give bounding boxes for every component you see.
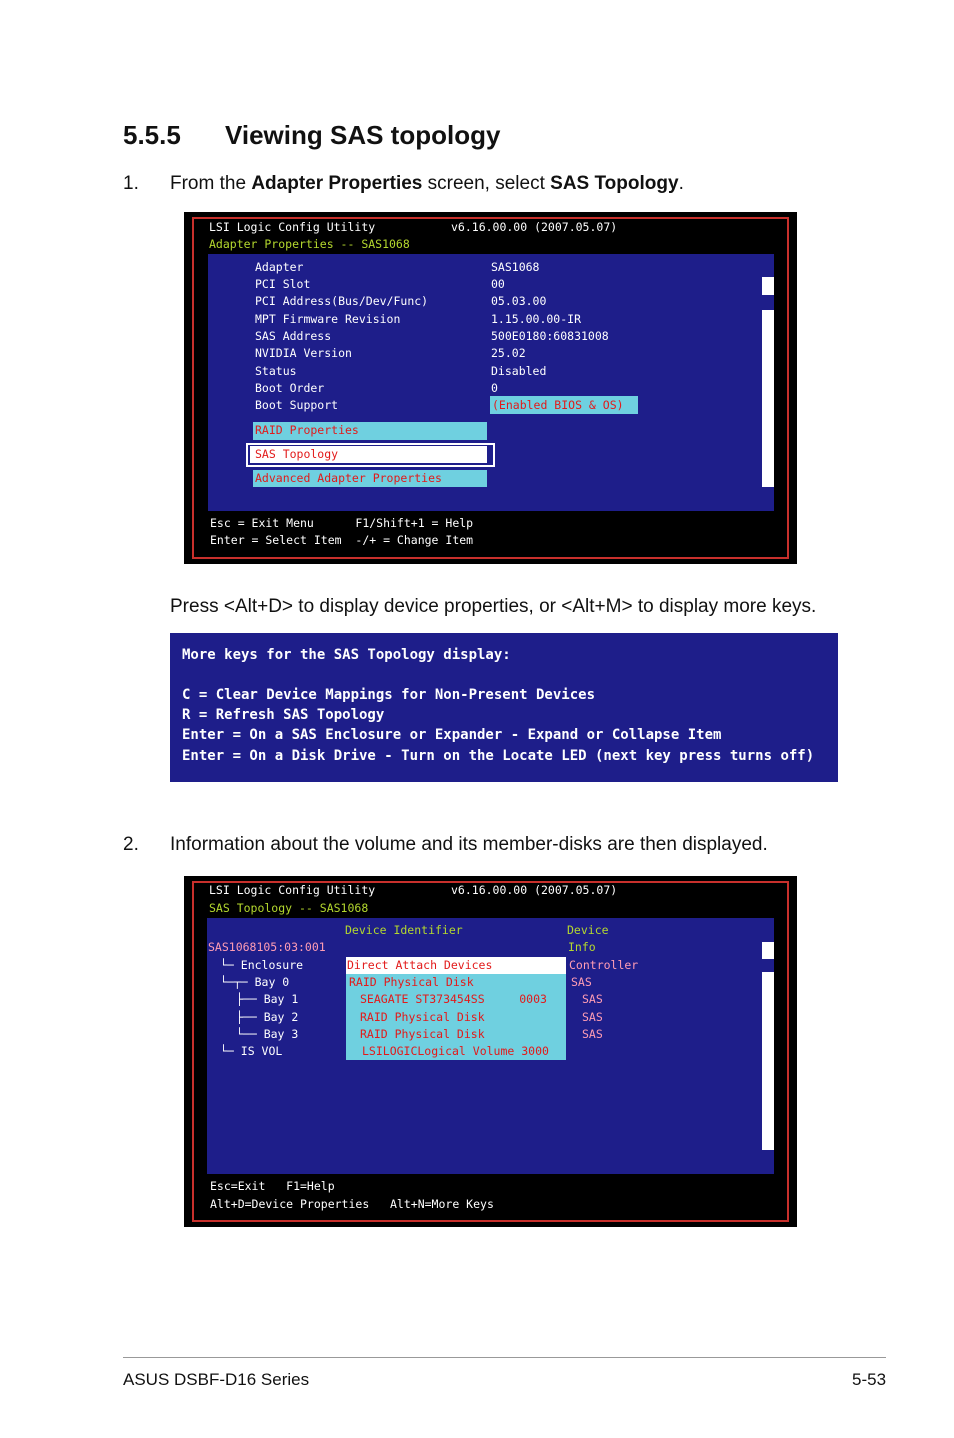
tree-bay-3[interactable]: └── Bay 3 — [236, 1027, 299, 1041]
prop-value: 00 — [491, 277, 505, 291]
help-line-2: Alt+D=Device Properties Alt+N=More Keys — [210, 1197, 494, 1211]
identifier-cell: RAID Physical Disk — [349, 975, 474, 989]
prop-label: PCI Slot — [255, 277, 311, 291]
identifier-cell: SEAGATE ST373454SS 0003 — [360, 992, 547, 1006]
step-1-number: 1. — [123, 173, 139, 194]
topology-root[interactable]: SAS1068105:03:001 — [208, 940, 326, 954]
more-keys-line: R = Refresh SAS Topology — [182, 707, 385, 723]
column-device-identifier: Device Identifier — [345, 923, 463, 937]
more-keys-line: More keys for the SAS Topology display: — [182, 647, 511, 663]
identifier-cell: Direct Attach Devices — [347, 958, 493, 972]
prop-value: 500E0180:60831008 — [491, 329, 609, 343]
prop-value: 05.03.00 — [491, 294, 547, 308]
scrollbar-track[interactable] — [762, 310, 774, 487]
prop-label: Boot Support — [255, 398, 339, 412]
prop-value: 25.02 — [491, 346, 526, 360]
scrollbar-track[interactable] — [762, 972, 774, 1150]
identifier-cell: LSILOGICLogical Volume 3000 — [362, 1044, 549, 1058]
sas-topology-screen — [184, 876, 797, 1227]
more-keys-line: Enter = On a Disk Drive - Turn on the Locate LED (next key press turns off) — [182, 748, 815, 764]
menu-item-label: Advanced Adapter Properties — [255, 471, 442, 485]
tree-bay-2[interactable]: ├── Bay 2 — [236, 1010, 299, 1024]
prop-value: SAS1068 — [491, 260, 540, 274]
footer-page-number: 5-53 — [852, 1370, 887, 1389]
tree-enclosure[interactable]: └─ Enclosure — [220, 958, 304, 972]
info-cell: SAS — [582, 1027, 603, 1041]
prop-label: MPT Firmware Revision — [255, 312, 401, 326]
adapter-properties-screen — [184, 212, 797, 564]
info-cell: Controller — [569, 958, 639, 972]
menu-item-label: SAS Topology — [255, 447, 339, 461]
utility-title: LSI Logic Config Utility — [209, 220, 376, 234]
utility-version: v6.16.00.00 (2007.05.07) — [451, 220, 618, 234]
step-2-text: Information about the volume and its member-disks are then displayed. — [170, 834, 768, 855]
tree-is-vol[interactable]: └─ IS VOL — [220, 1044, 283, 1058]
utility-version: v6.16.00.00 (2007.05.07) — [451, 883, 618, 897]
help-line-2: Enter = Select Item -/+ = Change Item — [210, 533, 474, 547]
prop-label: NVIDIA Version — [255, 346, 352, 360]
more-keys-line: C = Clear Device Mappings for Non-Present Devices — [182, 687, 596, 703]
info-cell: SAS — [582, 992, 603, 1006]
more-keys-line: Enter = On a SAS Enclosure or Expander - Expand or Collapse Item — [182, 727, 722, 743]
section-title: Viewing SAS topology — [225, 120, 501, 150]
prop-label: Status — [255, 364, 297, 378]
identifier-cell: RAID Physical Disk — [360, 1010, 485, 1024]
column-info: Info — [568, 940, 596, 954]
utility-title: LSI Logic Config Utility — [209, 883, 376, 897]
tree-bay-0[interactable]: └─┬─ Bay 0 — [220, 975, 290, 989]
step-2-number: 2. — [123, 834, 139, 855]
section-number: 5.5.5 — [123, 120, 181, 150]
screen-subtitle: Adapter Properties -- SAS1068 — [209, 237, 410, 251]
footer-product: ASUS DSBF-D16 Series — [123, 1370, 310, 1389]
prop-value: 0 — [491, 381, 498, 395]
footer-divider — [123, 1357, 886, 1358]
tree-bay-1[interactable]: ├── Bay 1 — [236, 992, 299, 1006]
prop-value: Disabled — [491, 364, 547, 378]
prop-label: PCI Address(Bus/Dev/Func) — [255, 294, 429, 308]
menu-item-label: RAID Properties — [255, 423, 359, 437]
screen-subtitle: SAS Topology -- SAS1068 — [209, 901, 369, 915]
prop-label: Adapter — [255, 260, 304, 274]
help-line-1: Esc = Exit Menu F1/Shift+1 = Help — [210, 516, 474, 530]
scrollbar-thumb[interactable] — [762, 277, 774, 295]
identifier-cell: RAID Physical Disk — [360, 1027, 485, 1041]
prop-label: SAS Address — [255, 329, 332, 343]
scrollbar-thumb[interactable] — [762, 942, 774, 959]
more-keys-box — [170, 633, 838, 782]
prop-label: Boot Order — [255, 381, 325, 395]
column-device: Device — [567, 923, 609, 937]
help-line-1: Esc=Exit F1=Help — [210, 1179, 335, 1193]
info-cell: SAS — [571, 975, 592, 989]
press-keys-text: Press <Alt+D> to display device properties, or <Alt+M> to display more keys. — [170, 596, 817, 617]
prop-value: 1.15.00.00-IR — [491, 312, 582, 326]
boot-support-value: (Enabled BIOS & OS) — [492, 398, 624, 412]
step-1-text: From the Adapter Properties screen, select SAS Topology. — [170, 173, 684, 194]
info-cell: SAS — [582, 1010, 603, 1024]
